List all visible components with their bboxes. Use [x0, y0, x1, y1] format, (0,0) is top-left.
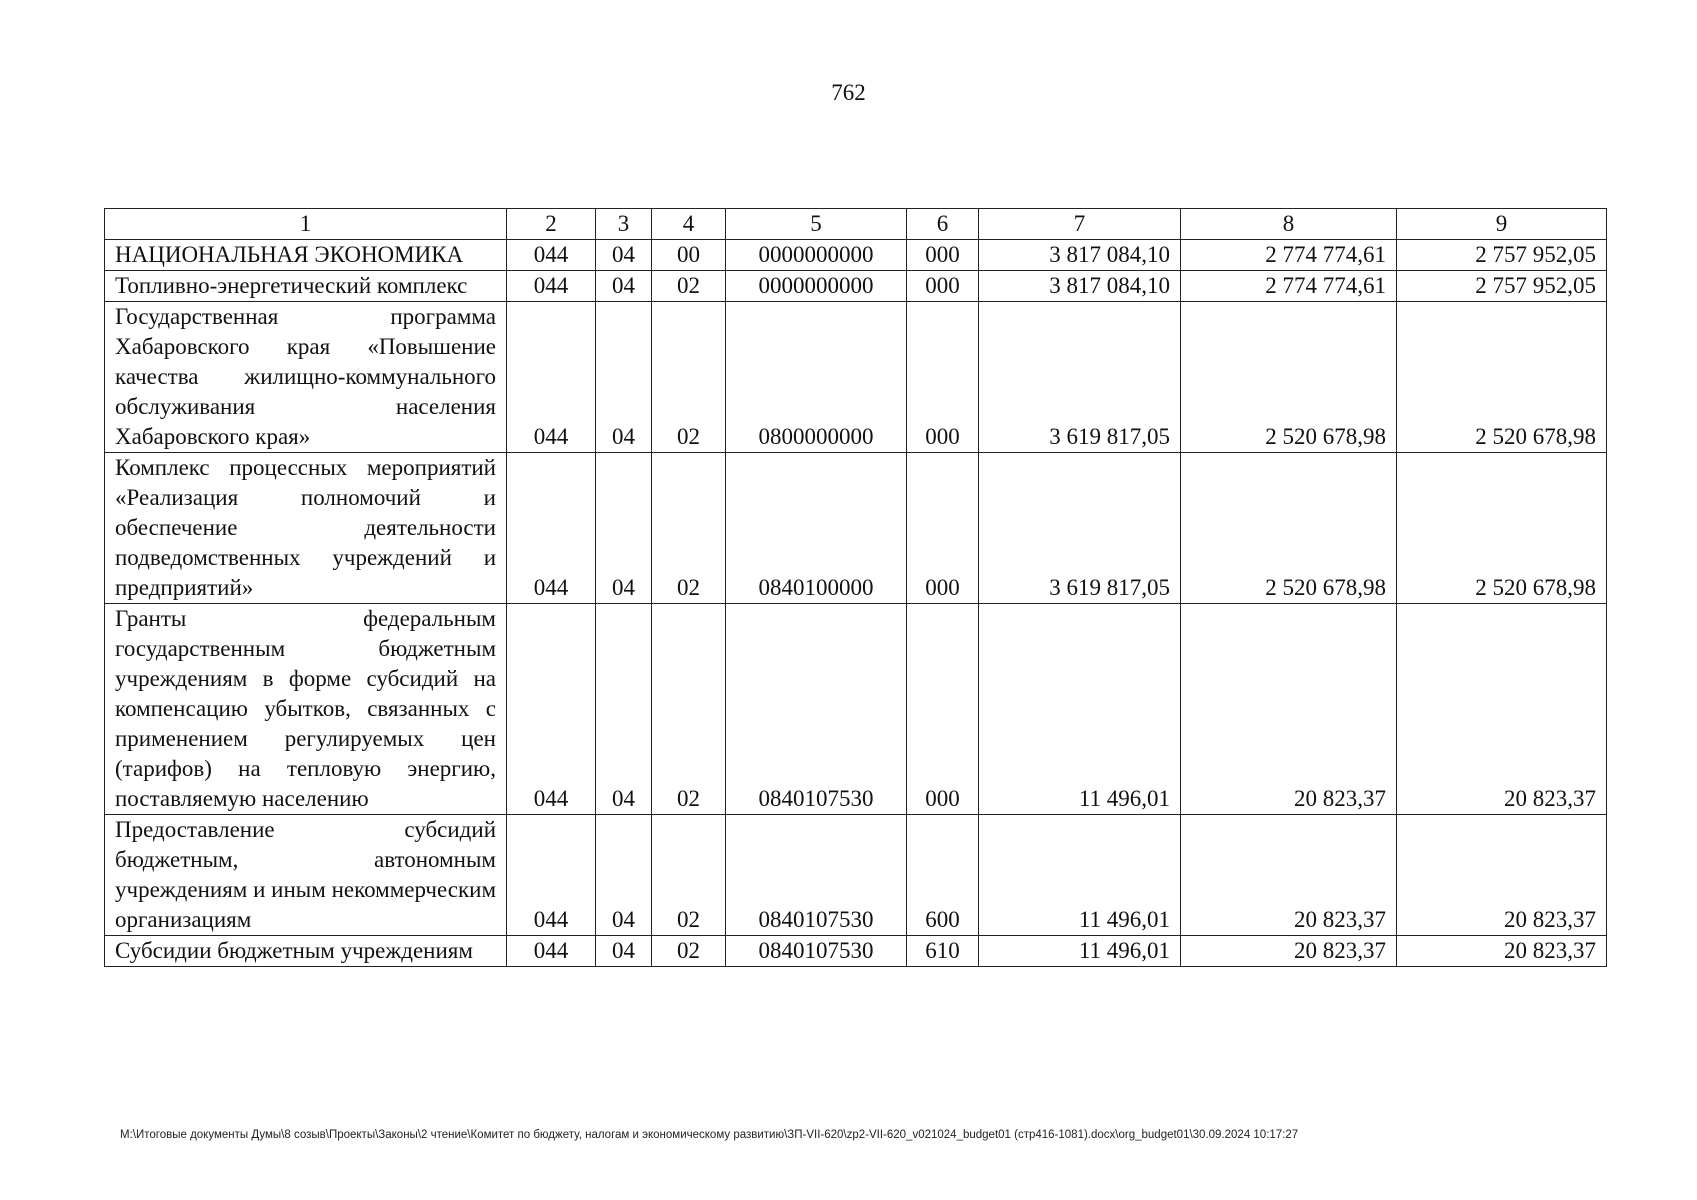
- header-col-5: 5: [726, 209, 907, 240]
- file-path-footer: М:\Итоговые документы Думы\8 созыв\Проекты\Законы\2 чтение\Комитет по бюджету, налогам и экономическому развитию\ЗП-VII-620\zp2-VII-620_v021024_budget01 (стр416-1081).docx\org_budget01\30.09.2024 10:17:27: [120, 1129, 1299, 1141]
- cell-col-6: 600: [907, 815, 979, 936]
- cell-col-9: 2 520 678,98: [1397, 302, 1607, 453]
- cell-col-4: 02: [652, 271, 726, 302]
- cell-col-6: 000: [907, 240, 979, 271]
- cell-col-7: 3 619 817,05: [979, 453, 1181, 604]
- table-row: [105, 936, 1607, 967]
- cell-col-6: 000: [907, 271, 979, 302]
- cell-col-2: 044: [507, 302, 596, 453]
- table-header-row: [105, 209, 1607, 240]
- cell-col-4: 02: [652, 453, 726, 604]
- cell-col-3: 04: [596, 453, 652, 604]
- cell-col-5: 0840107530: [726, 604, 907, 815]
- cell-col-3: 04: [596, 936, 652, 967]
- cell-col-4: 02: [652, 815, 726, 936]
- cell-col-2: 044: [507, 240, 596, 271]
- cell-col-5: 0840107530: [726, 936, 907, 967]
- row-name: НАЦИОНАЛЬНАЯ ЭКОНОМИКА: [105, 240, 507, 271]
- table-row: [105, 815, 1607, 936]
- table-row: [105, 302, 1607, 453]
- cell-col-2: 044: [507, 604, 596, 815]
- cell-col-9: 2 757 952,05: [1397, 240, 1607, 271]
- header-col-4: 4: [652, 209, 726, 240]
- cell-col-9: 20 823,37: [1397, 604, 1607, 815]
- cell-col-5: 0000000000: [726, 271, 907, 302]
- cell-col-8: 20 823,37: [1181, 604, 1397, 815]
- cell-col-7: 3 817 084,10: [979, 240, 1181, 271]
- cell-col-7: 11 496,01: [979, 604, 1181, 815]
- cell-col-8: 2 520 678,98: [1181, 302, 1397, 453]
- cell-col-5: 0840107530: [726, 815, 907, 936]
- cell-col-3: 04: [596, 302, 652, 453]
- table-row: [105, 240, 1607, 271]
- page-number: 762: [831, 80, 866, 105]
- budget-table: [104, 208, 1607, 967]
- table-row: [105, 453, 1607, 604]
- cell-col-2: 044: [507, 815, 596, 936]
- cell-col-5: 0840100000: [726, 453, 907, 604]
- cell-col-9: 20 823,37: [1397, 936, 1607, 967]
- cell-col-8: 20 823,37: [1181, 936, 1397, 967]
- cell-col-2: 044: [507, 453, 596, 604]
- header-col-6: 6: [907, 209, 979, 240]
- header-col-3: 3: [596, 209, 652, 240]
- row-name: Предоставление субсидий бюджетным, автономным учреждениям и иным некоммерческим организациям: [105, 815, 507, 936]
- cell-col-3: 04: [596, 604, 652, 815]
- header-col-2: 2: [507, 209, 596, 240]
- header-col-1: 1: [105, 209, 507, 240]
- row-name: Гранты федеральным государственным бюджетным учреждениям в форме субсидий на компенсацию убытков, связанных с применением регулируемых цен (тарифов) на тепловую энергию, поставляемую населению: [105, 604, 507, 815]
- cell-col-9: 2 520 678,98: [1397, 453, 1607, 604]
- cell-col-5: 0000000000: [726, 240, 907, 271]
- cell-col-8: 2 520 678,98: [1181, 453, 1397, 604]
- row-name: Комплекс процессных мероприятий «Реализация полномочий и обеспечение деятельности подведомственных учреждений и предприятий»: [105, 453, 507, 604]
- row-name: Субсидии бюджетным учреждениям: [105, 936, 507, 967]
- cell-col-7: 11 496,01: [979, 936, 1181, 967]
- table-row: [105, 271, 1607, 302]
- cell-col-7: 3 619 817,05: [979, 302, 1181, 453]
- cell-col-9: 2 757 952,05: [1397, 271, 1607, 302]
- cell-col-7: 3 817 084,10: [979, 271, 1181, 302]
- cell-col-4: 02: [652, 936, 726, 967]
- cell-col-2: 044: [507, 936, 596, 967]
- cell-col-6: 000: [907, 302, 979, 453]
- cell-col-8: 2 774 774,61: [1181, 271, 1397, 302]
- cell-col-7: 11 496,01: [979, 815, 1181, 936]
- cell-col-8: 2 774 774,61: [1181, 240, 1397, 271]
- cell-col-8: 20 823,37: [1181, 815, 1397, 936]
- row-name: Государственная программа Хабаровского края «Повышение качества жилищно-коммунального обслуживания населения Хабаровского края»: [105, 302, 507, 453]
- cell-col-4: 02: [652, 302, 726, 453]
- cell-col-3: 04: [596, 271, 652, 302]
- cell-col-6: 000: [907, 604, 979, 815]
- table-row: [105, 604, 1607, 815]
- cell-col-3: 04: [596, 815, 652, 936]
- header-col-8: 8: [1181, 209, 1397, 240]
- row-name: Топливно-энергетический комплекс: [105, 271, 507, 302]
- cell-col-4: 00: [652, 240, 726, 271]
- cell-col-6: 000: [907, 453, 979, 604]
- cell-col-9: 20 823,37: [1397, 815, 1607, 936]
- cell-col-5: 0800000000: [726, 302, 907, 453]
- cell-col-2: 044: [507, 271, 596, 302]
- cell-col-6: 610: [907, 936, 979, 967]
- cell-col-4: 02: [652, 604, 726, 815]
- header-col-9: 9: [1397, 209, 1607, 240]
- cell-col-3: 04: [596, 240, 652, 271]
- header-col-7: 7: [979, 209, 1181, 240]
